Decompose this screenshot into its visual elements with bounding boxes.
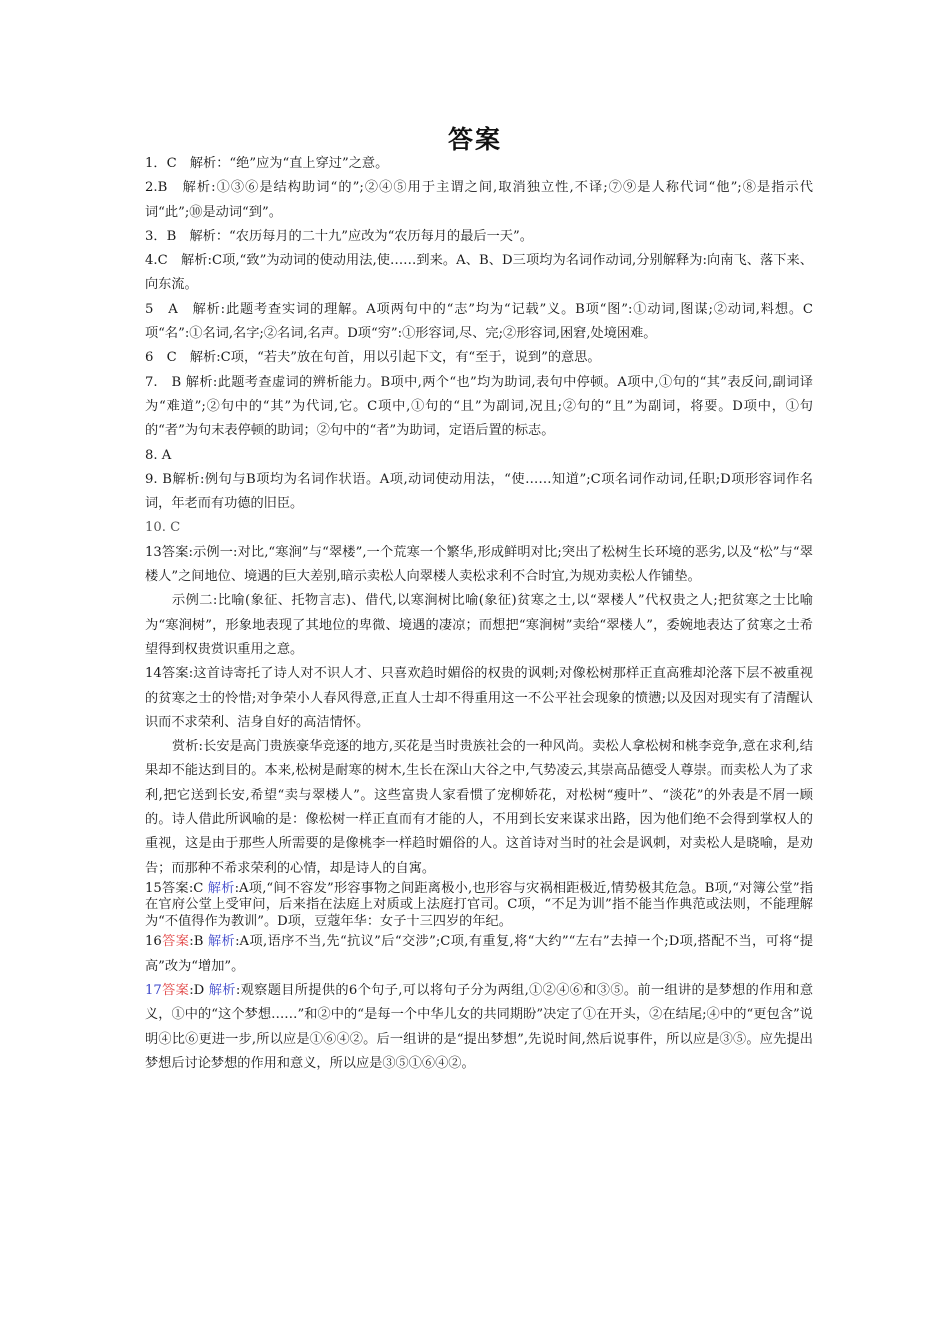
answer-15-number: 15 [145,880,162,896]
answer-15-jiexi-label: 解析 [207,880,235,896]
answer-17-choice: :D [189,983,209,998]
answer-16-jiexi-label: 解析 [207,934,236,950]
answer-content [145,152,813,1076]
answer-17 [145,979,813,1076]
answer-13-example-1: 13答案:示例一:对比,“寒涧”与“翠楼”,一个荒寒一个繁华,形成鲜明对比;突出了松树生长环境的恶劣,以及“松”与“翠楼人”之间地位、境遇的巨大差别,暗示卖松人向翠楼人卖松求利不合时宜,为规劝卖松人作铺垫。 [145,544,813,585]
answer-2: 2.B 解析:①③⑥是结构助词“的”;②④⑤用于主谓之间,取消独立性,不译;⑦⑨是人称代词“他”;⑧是指示代词“此”;⑩是动词“到”。 [145,180,813,220]
answer-17-label: 答案 [161,983,190,998]
answer-4: 4.C 解析:C项,“致”为动词的使动用法,使……到来。A、B、D三项均为名词作动词,分别解释为:向南飞、落下来、向东流。 [145,253,813,293]
answer-16-label: 答案 [161,934,190,950]
answer-14-answer: 14答案:这首诗寄托了诗人对不识人才、只喜欢趋时媚俗的权贵的讽刺;对像松树那样正直高雅却沦落下层不被重视的贫寒之士的怜惜;对争荣小人春风得意,正直人士却不得重用这一不公平社会现象的愤懑;以及因对现实有了清醒认识而不求荣利、洁身自好的高洁情怀。 [145,666,813,730]
answer-7: 7. B 解析:此题考查虚词的辨析能力。B项中,两个“也”均为助词,表句中停顿。A项中,①句的“其”表反问,副词译为“难道”;②句中的“其”为代词,它。C项中,①句的“且”为副词,况且;②句的“且”为副词，将要。D项中，①句的“者”为句末表停顿的助词；②句中的“者”为助词，定语后置的标志。 [145,374,813,439]
answer-8: 8. A [145,447,172,463]
answer-6: 6 C 解析:C项，“若夫”放在句首，用以引起下文，有“至于，说到”的意思。 [145,350,601,366]
answer-15 [145,881,813,931]
answer-15-label: 答案: [161,880,194,896]
answer-10: 10. C [145,520,181,536]
answer-17-text: :观察题目所提供的6个句子,可以将句子分为两组,①②④⑥和③⑤。前一组讲的是梦想的作用和意义，①中的“这个梦想……”和②中的“是每一个中华儿女的共同期盼”决定了①在开头，②在结尾;④中的“更包含”说明④比⑥更进一步,所以应是①⑥④②。后一组讲的是“提出梦想”,先说时间,然后说事件，所以应是③⑤。应先提出梦想后讨论梦想的作用和意义，所以应是③⑤①⑥④②。 [145,983,814,1071]
answer-9: 9. B解析:例句与B项均为名词作状语。A项,动词使动用法，“使……知道”;C项名词作动词,任职;D项形容词作名词，年老而有功德的旧臣。 [145,471,813,512]
answer-17-jiexi-label: 解析 [208,983,236,998]
answer-5: 5 A 解析:此题考查实词的理解。A项两句中的“志”均为“记载”义。B项“图”:①动词,图谋;②动词,料想。C项“名”:①名词,名字;②名词,名声。D项“穷”:①形容词,尽、完;②形容词,困窘,处境困难。 [145,301,813,342]
answer-1: 1．C 解析：“绝”应为“直上穿过”之意。 [145,156,389,171]
answer-16 [145,930,813,979]
answer-16-text: :A项,语序不当,先“抗议”后“交涉”;C项,有重复,将“大约”“左右”去掉一个;D项,搭配不当，可将“提高”改为“增加”。 [145,934,814,974]
answer-13-example-2: 示例二:比喻(象征、托物言志)、借代,以寒涧树比喻(象征)贫寒之士,以“翠楼人”代权贵之人;把贫寒之士比喻为“寒涧树”，形象地表现了其地位的卑微、境遇的凄凉；而想把“寒涧树”卖给“翠楼人”，委婉地表达了贫寒之士希望得到权贵赏识重用之意。 [145,593,813,657]
answer-15-choice: C [193,880,208,896]
answer-15-text: :A项,“间不容发”形容事物之间距离极小,也形容与灾祸相距极近,情势极其危急。B项,“对簿公堂”指在官府公堂上受审问，后来指在法庭上对质或上法庭打官司。C项，“不足为训”指不能当作典范或法则，不能理解为“不值得作为教训”。D项，豆蔻年华：女子十三四岁的年纪。 [145,880,814,929]
answer-17-number: 17 [145,983,162,998]
answer-3: 3．B 解析：“农历每月的二十九”应改为“农历每月的最后一天”。 [145,228,533,244]
page-title: 答案 [447,125,502,154]
answer-14-appreciation: 赏析:长安是高门贵族豪华竞逐的地方,买花是当时贵族社会的一种风尚。卖松人拿松树和桃李竞争,意在求利,结果却不能达到目的。本来,松树是耐寒的树木,生长在深山大谷之中,气势凌云,其崇高品德受人尊崇。而卖松人为了求利,把它送到长安,希望“卖与翠楼人”。这些富贵人家看惯了宠柳娇花，对松树“瘦叶”、“淡花”的外表是不屑一顾的。诗人借此所讽喻的是：像松树一样正直而有才能的人，不用到长安来谋求出路，因为他们绝不会得到掌权人的重视，这是由于那些人所需要的是像桃李一样趋时媚俗的人。这首诗对当时的社会是讽刺，对卖松人是晓喻，是劝告；而那种不希求荣利的心情，却是诗人的自寓。 [145,739,813,876]
answer-16-choice: :B [189,934,208,950]
answer-16-number: 16 [145,934,162,950]
